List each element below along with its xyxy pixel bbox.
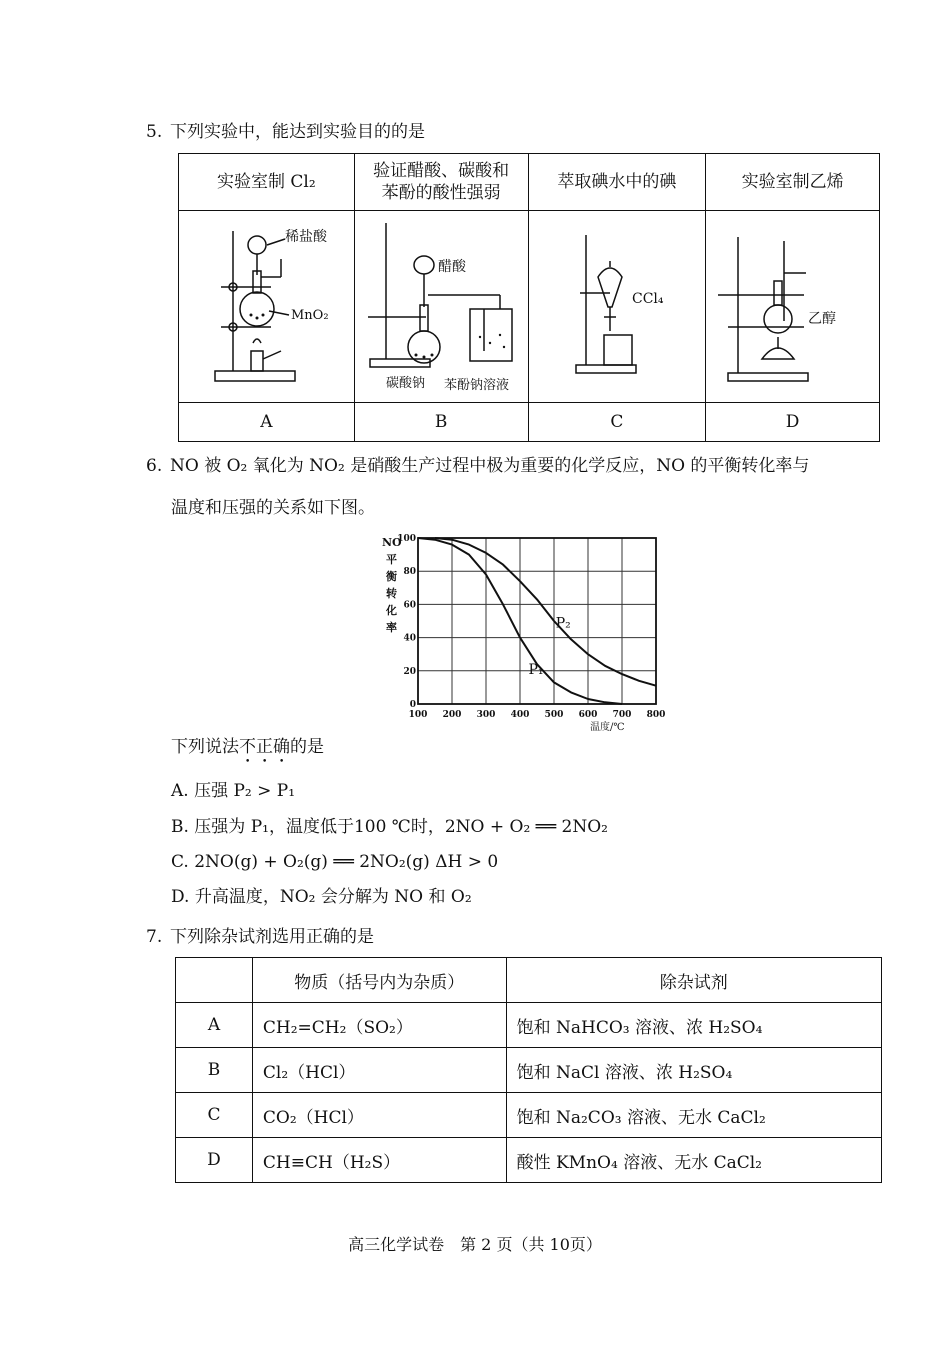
q5-table <box>178 153 880 442</box>
q5-header-b: 验证醋酸、碳酸和 苯酚的酸性强弱 <box>354 154 528 211</box>
x-tick-label: 800 <box>646 710 666 720</box>
apparatus-d-cell <box>706 211 880 403</box>
x-tick-label: 400 <box>510 710 530 720</box>
table-row: C CO₂（HCl） 饱和 Na₂CO₃ 溶液、无水 CaCl₂ <box>176 1093 882 1138</box>
y-axis-label-char: 率 <box>386 621 397 634</box>
table-row: B Cl₂（HCl） 饱和 NaCl 溶液、浓 H₂SO₄ <box>176 1048 882 1093</box>
label-dilute-hcl: 稀盐酸 <box>285 229 328 245</box>
question-stem: 下列实验中，能达到实验目的的是 <box>170 122 425 142</box>
x-tick-label: 300 <box>476 710 496 720</box>
conversion-chart <box>376 528 666 738</box>
label-sodium-phenoxide: 苯酚钠溶液 <box>444 378 510 393</box>
y-tick-label: 40 <box>403 633 416 644</box>
label-acetic-acid: 醋酸 <box>438 259 467 275</box>
question-5 <box>146 120 425 144</box>
question-stem-line1: NO 被 O₂ 氧化为 NO₂ 是硝酸生产过程中极为重要的化学反应，NO 的平衡转化率与 <box>170 456 810 476</box>
q7-header-substance: 物质（括号内为杂质） <box>252 958 506 1003</box>
series-label-p1: P₁ <box>528 662 544 679</box>
option-c: C <box>528 403 706 442</box>
page-footer: 高三化学试卷 第 2 页（共 10页） <box>348 1235 602 1254</box>
question-7 <box>146 925 374 949</box>
y-tick-label: 80 <box>403 567 416 578</box>
series-line-p2 <box>435 538 656 686</box>
q6-option-d: D. 升高温度，NO₂ 会分解为 NO 和 O₂ <box>171 887 472 907</box>
apparatus-d-figure <box>708 211 878 397</box>
emphasis-not-correct: 不正确 <box>239 737 290 757</box>
y-axis-label-char: NO <box>382 536 402 549</box>
q7-header-label <box>176 958 253 1003</box>
y-tick-label: 20 <box>403 666 416 677</box>
x-tick-label: 700 <box>612 710 632 720</box>
chart-frame <box>418 538 656 704</box>
y-axis-label-char: 衡 <box>386 570 397 583</box>
y-axis-label-char: 化 <box>386 604 397 617</box>
q5-header-a: 实验室制 Cl₂ <box>179 154 355 211</box>
x-axis-label: 温度/℃ <box>590 722 625 733</box>
q6-option-a: A. 压强 P₂ > P₁ <box>171 781 296 801</box>
label-ccl4: CCl₄ <box>631 291 664 307</box>
x-tick-label: 600 <box>578 710 598 720</box>
series-label-p2: P₂ <box>555 615 571 632</box>
label-ethanol: 乙醇 <box>807 311 836 327</box>
x-tick-label: 200 <box>442 710 462 720</box>
option-a: A <box>179 403 355 442</box>
q6-option-c: C. 2NO(g) + O₂(g) ══ 2NO₂(g) ΔH > 0 <box>171 852 499 872</box>
q5-header-c: 萃取碘水中的碘 <box>528 154 706 211</box>
y-tick-label: 0 <box>409 700 416 710</box>
q7-header-reagent: 除杂试剂 <box>506 958 881 1003</box>
y-tick-label: 60 <box>403 600 416 611</box>
apparatus-c-cell <box>528 211 706 403</box>
question-number: 6. <box>146 456 163 476</box>
question-stem: 下列除杂试剂选用正确的是 <box>170 927 374 947</box>
q6-prompt: 下列说法不正确的是 <box>171 737 324 757</box>
q6-option-b: B. 压强为 P₁，温度低于100 ℃时，2NO + O₂ ══ 2NO₂ <box>171 817 608 837</box>
label-sodium-carbonate: 碳酸钠 <box>386 376 426 391</box>
apparatus-a-cell <box>179 211 355 403</box>
apparatus-c-figure <box>532 211 702 397</box>
apparatus-b-figure <box>356 211 526 397</box>
y-tick-label: 100 <box>397 534 416 544</box>
y-axis-label-char: 平 <box>386 553 397 566</box>
apparatus-a-figure <box>181 211 351 397</box>
apparatus-b-cell <box>354 211 528 403</box>
question-stem-line2: 温度和压强的关系如下图。 <box>171 498 375 518</box>
x-tick-label: 100 <box>408 710 428 720</box>
q5-header-d: 实验室制乙烯 <box>706 154 880 211</box>
question-number: 5. <box>146 122 163 142</box>
option-d: D <box>706 403 880 442</box>
option-b: B <box>354 403 528 442</box>
x-tick-label: 500 <box>544 710 564 720</box>
table-row: D CH≡CH（H₂S） 酸性 KMnO₄ 溶液、无水 CaCl₂ <box>176 1138 882 1183</box>
question-number: 7. <box>146 927 163 947</box>
y-axis-label-char: 转 <box>386 587 397 600</box>
label-mno2: MnO₂ <box>291 308 329 323</box>
table-row: A CH₂=CH₂（SO₂） 饱和 NaHCO₃ 溶液、浓 H₂SO₄ <box>176 1003 882 1048</box>
question-6 <box>146 454 809 478</box>
q7-table <box>175 957 882 1183</box>
